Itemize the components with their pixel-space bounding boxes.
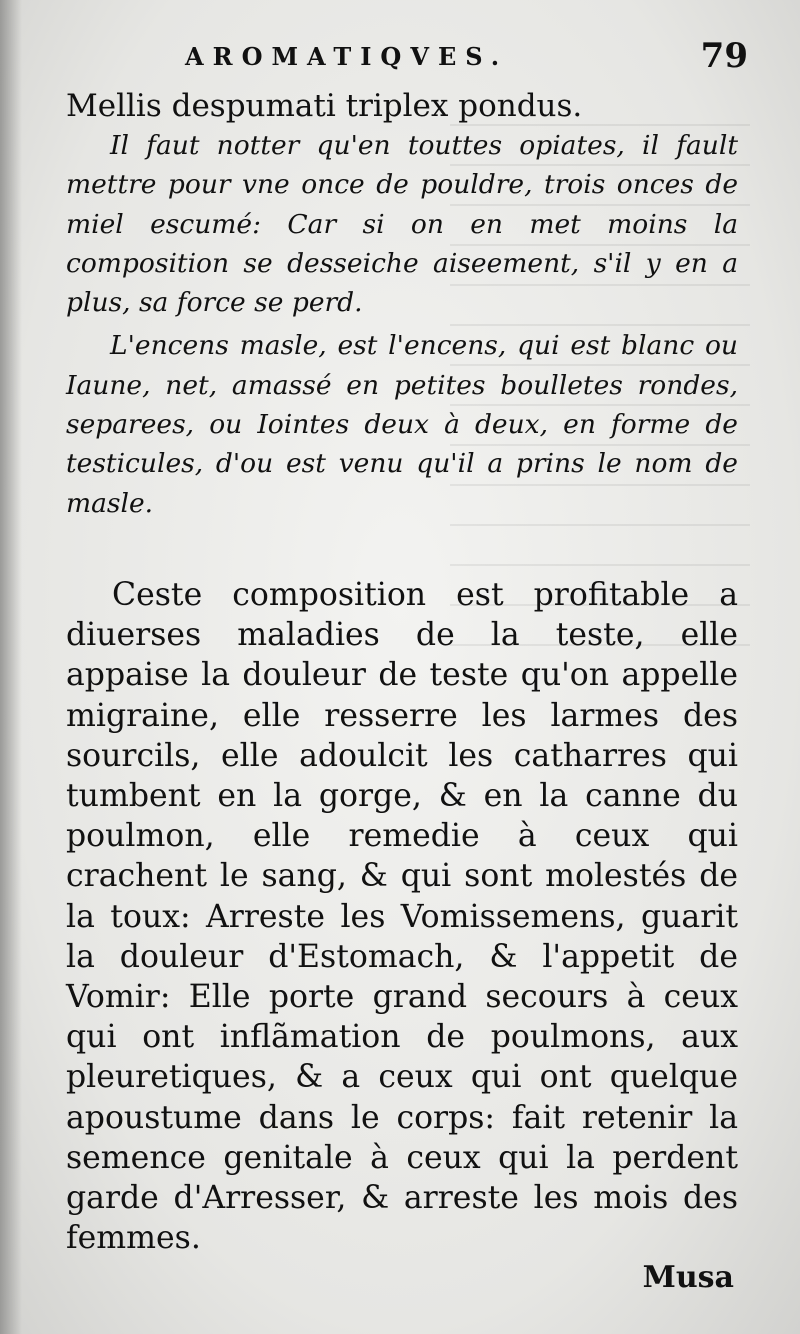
note-paragraph: Il faut notter qu'en touttes opiates, il fault mettre pour vne once de pouldre, trois onces de miel escumé: Car si on en met moins la composition se desseiche aiseement, s'il y en a plus, sa force se perd. xyxy=(66,130,738,319)
body-paragraph: Ceste composition est profitable a diuerses maladies de la teste, elle appaise la douleur de teste qu'on appelle migraine, elle resserre les larmes des sourcils, elle adoulcit les catharres qui tumbent en la gorge, & en la canne du poulmon, elle remedie à ceux qui crachent le sang, & qui sont molestés de la toux: Arreste les Vomissemens, guarit la douleur d'Estomach, & l'appetit de Vomir: Elle porte grand secours à ceux qui ont inflãmation de poulmons, aux pleuretiques, & a ceux qui ont quelque apoustume dans le corps: fait retenir la semence genitale à ceux qui la perdent gardе d'Arresser, & arreste les mois des femmes. xyxy=(66,577,738,1257)
note-paragraph: L'encens masle, est l'encens, qui est blanc ou Iaune, net, amassé en petites boulletes rondes, separees, ou Iointes deux à deux, en forme de testicules, d'ou est venu qu'il a prins le nom de masle. xyxy=(66,330,738,519)
formula-line: Mellis despumati triplex pondus. xyxy=(66,88,583,124)
catchword: Musa xyxy=(642,1260,734,1295)
page-header xyxy=(60,36,750,86)
binding-shadow xyxy=(0,0,22,1334)
recipe-notes xyxy=(66,86,738,523)
running-title: AROMATIQVES. xyxy=(185,42,509,71)
italic-notes xyxy=(66,126,738,523)
page-number: 79 xyxy=(700,36,748,76)
